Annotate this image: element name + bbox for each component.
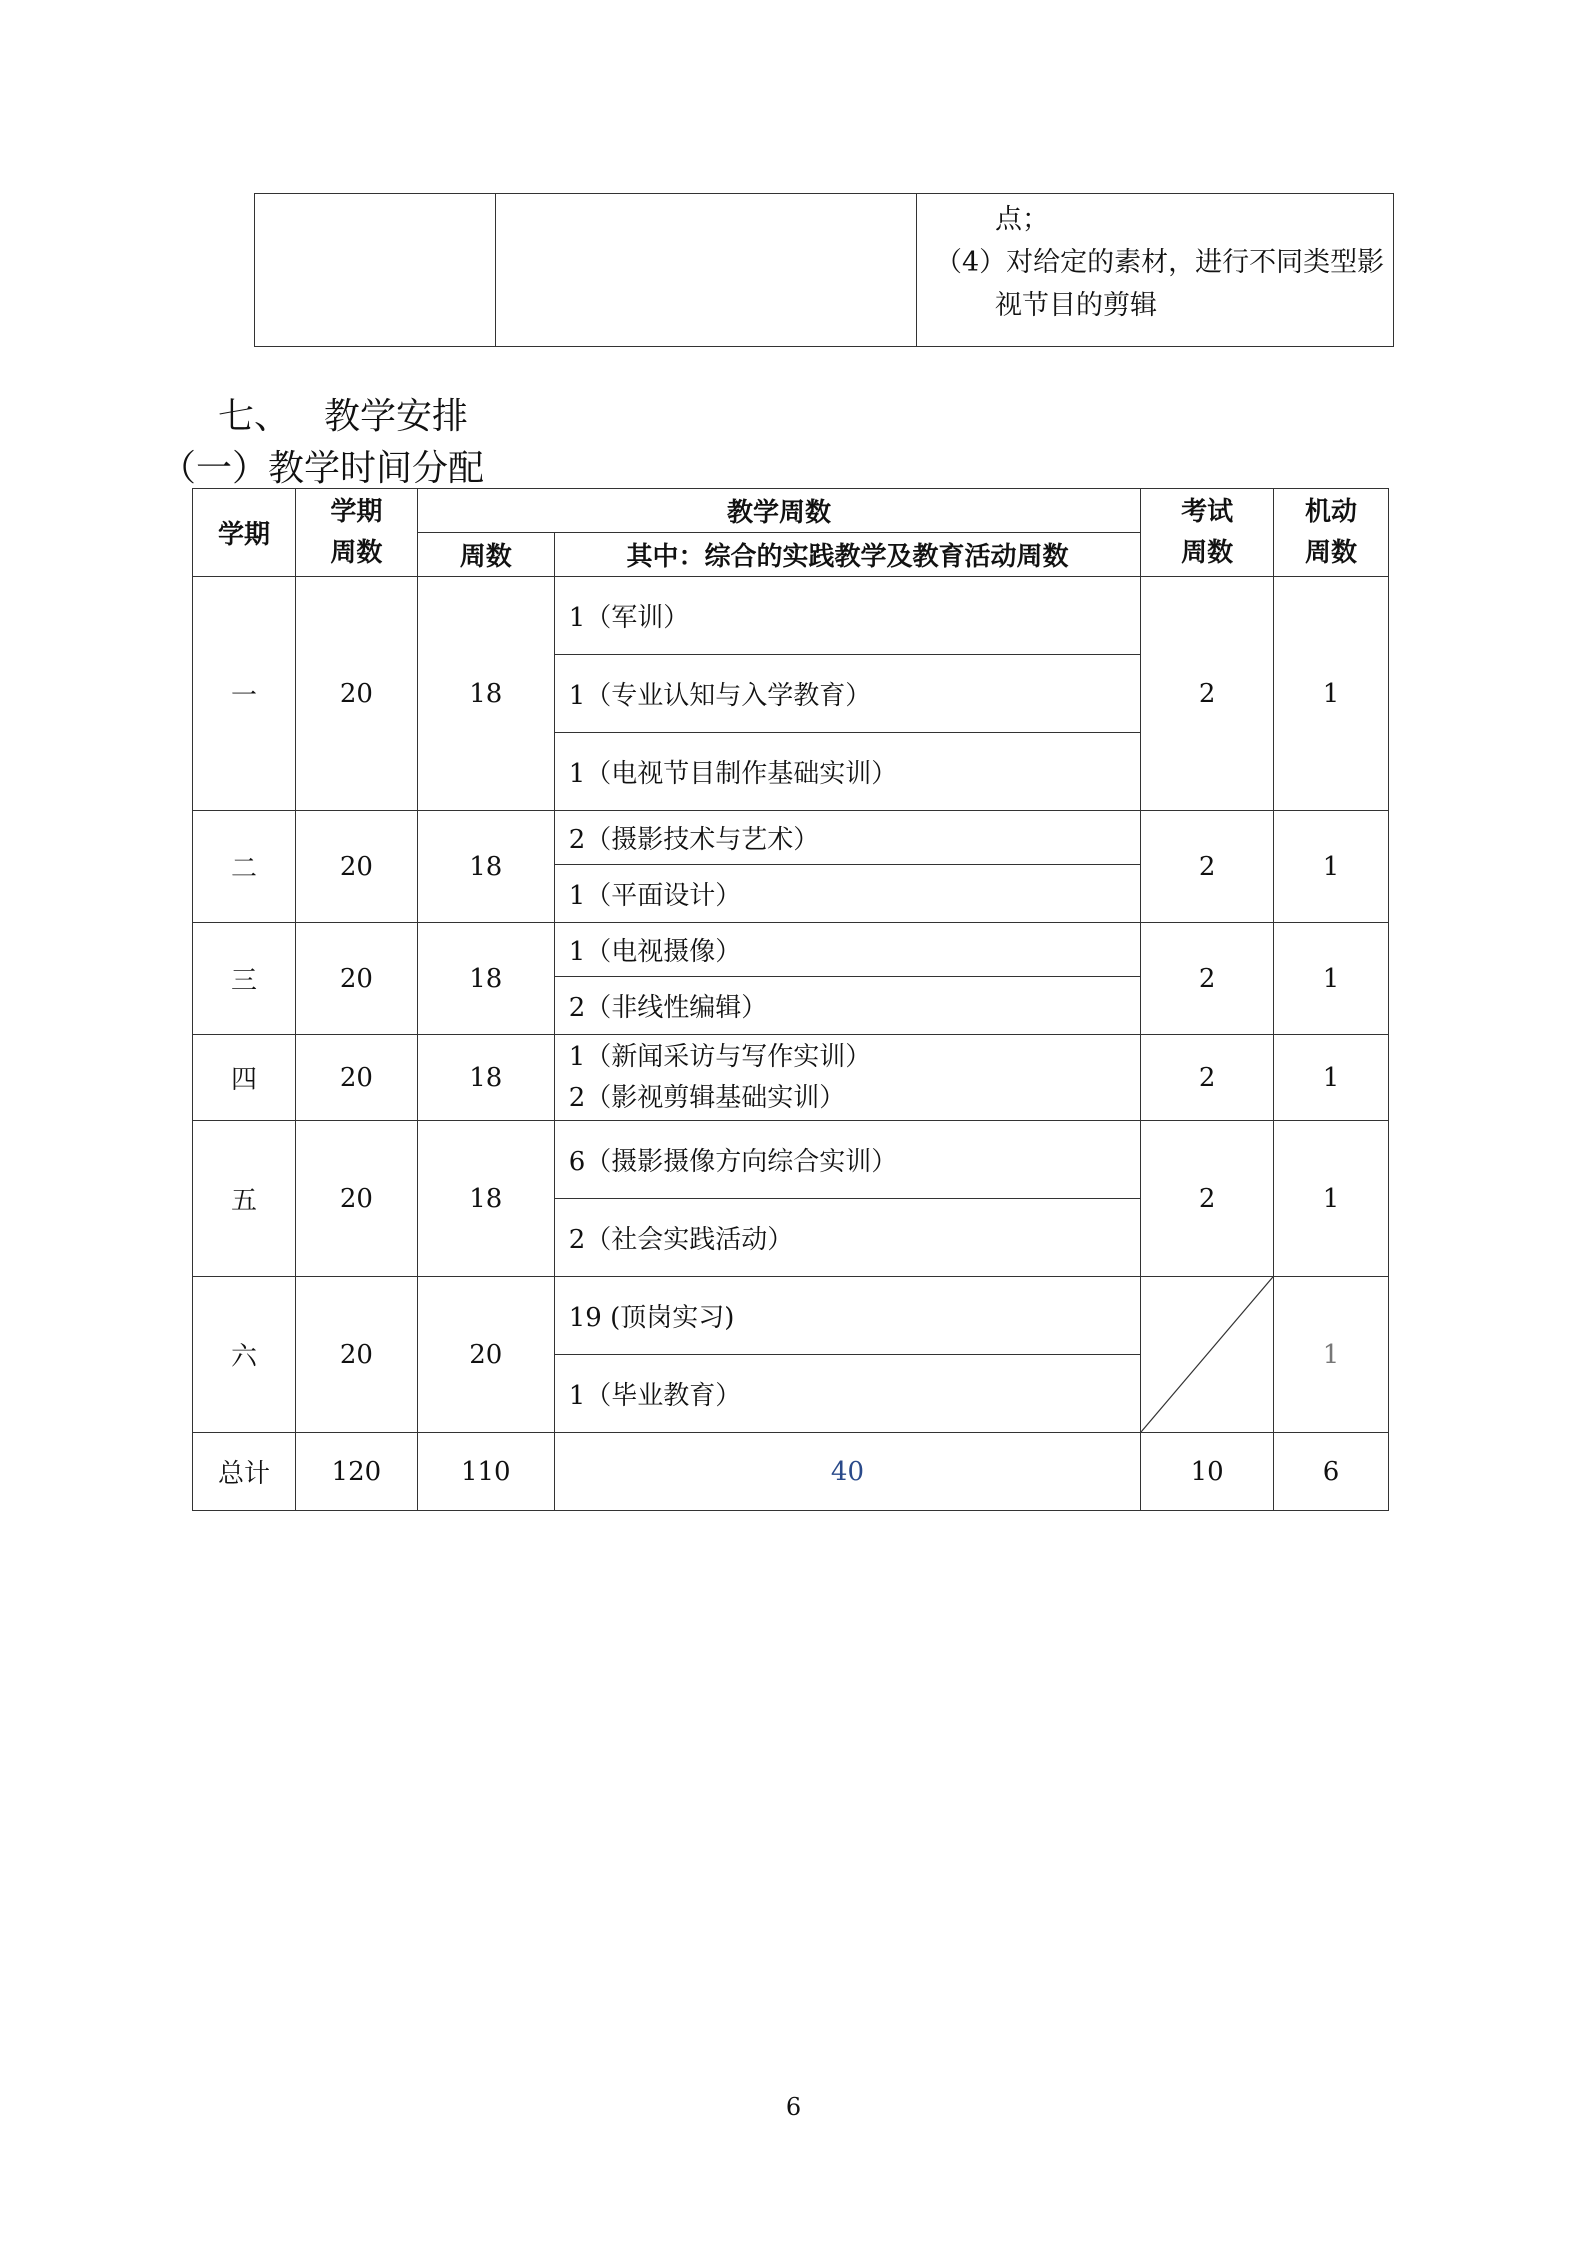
- total-semester-weeks: 120: [295, 1433, 417, 1511]
- prev-line-1: 点；: [995, 204, 1049, 235]
- semester-cell: 一: [193, 577, 296, 811]
- semester-weeks-cell: 20: [295, 923, 417, 1035]
- previous-table-continuation: [254, 193, 1394, 347]
- practice-cell: [554, 1035, 1140, 1121]
- semester-weeks-cell: 20: [295, 1277, 417, 1433]
- prev-table-cell-3: [917, 194, 1394, 347]
- semester-weeks-cell: 20: [295, 811, 417, 923]
- table-row: [193, 923, 1389, 977]
- exam-cell-empty-diagonal: [1141, 1277, 1274, 1433]
- total-label: 总计: [193, 1433, 296, 1511]
- total-flexible-weeks: 6: [1274, 1433, 1389, 1511]
- weeks-cell: 20: [417, 1277, 554, 1433]
- exam-cell: 2: [1141, 811, 1274, 923]
- flexible-cell: 1: [1274, 577, 1389, 811]
- total-weeks: 110: [417, 1433, 554, 1511]
- weeks-cell: 18: [417, 577, 554, 811]
- subsection-heading: （一）教学时间分配: [160, 448, 485, 489]
- total-exam-weeks: 10: [1141, 1433, 1274, 1511]
- practice-cell: 2（摄影技术与艺术）: [554, 811, 1140, 865]
- diagonal-line: [1141, 1277, 1273, 1432]
- practice-cell: 1（军训）: [554, 577, 1140, 655]
- practice-cell: 2（非线性编辑）: [554, 977, 1140, 1035]
- semester-weeks-cell: 20: [295, 577, 417, 811]
- flexible-cell: 1: [1274, 811, 1389, 923]
- section-number: 七、: [218, 396, 291, 437]
- section-heading: [218, 388, 502, 439]
- practice-cell: 6（摄影摄像方向综合实训）: [554, 1121, 1140, 1199]
- practice-cell: 2（社会实践活动）: [554, 1199, 1140, 1277]
- semester-weeks-cell: 20: [295, 1035, 417, 1121]
- semester-cell: 三: [193, 923, 296, 1035]
- flexible-cell: 1: [1274, 1121, 1389, 1277]
- header-semester: 学期: [193, 489, 296, 577]
- section-title: 教学安排: [324, 396, 469, 437]
- prev-table-cell-1: [255, 194, 496, 347]
- total-practice-weeks: 40: [554, 1433, 1140, 1511]
- exam-cell: 2: [1141, 1121, 1274, 1277]
- prev-table-cell-2: [496, 194, 917, 347]
- flexible-cell: 1: [1274, 923, 1389, 1035]
- practice-cell: 1（电视摄像）: [554, 923, 1140, 977]
- prev-line-2: （4）对给定的素材，进行不同类型影: [935, 247, 1385, 278]
- semester-cell: 五: [193, 1121, 296, 1277]
- teaching-schedule-table: [192, 488, 1389, 1511]
- practice-cell: 1（专业认知与入学教育）: [554, 655, 1140, 733]
- page-number: 6: [785, 2093, 802, 2121]
- header-practice-weeks: 其中：综合的实践教学及教育活动周数: [554, 533, 1140, 577]
- weeks-cell: 18: [417, 1035, 554, 1121]
- practice-cell: 1（毕业教育）: [554, 1355, 1140, 1433]
- practice-cell: 1（平面设计）: [554, 865, 1140, 923]
- exam-cell: 2: [1141, 923, 1274, 1035]
- semester-weeks-cell: 20: [295, 1121, 417, 1277]
- prev-line-3: 视节目的剪辑: [995, 290, 1157, 321]
- exam-cell: 2: [1141, 577, 1274, 811]
- header-weeks: 周数: [417, 533, 554, 577]
- table-row: [193, 577, 1389, 655]
- semester-cell: 四: [193, 1035, 296, 1121]
- header-flexible-weeks: 机动 周数: [1274, 489, 1389, 577]
- weeks-cell: 18: [417, 923, 554, 1035]
- practice-line: 2（影视剪辑基础实训）: [568, 1082, 846, 1113]
- flexible-cell: 1: [1274, 1277, 1389, 1433]
- table-row: [193, 811, 1389, 865]
- exam-cell: 2: [1141, 1035, 1274, 1121]
- weeks-cell: 18: [417, 811, 554, 923]
- table-row: [193, 1035, 1389, 1121]
- header-exam-weeks: 考试 周数: [1141, 489, 1274, 577]
- semester-cell: 二: [193, 811, 296, 923]
- practice-line: 1（新闻采访与写作实训）: [568, 1041, 872, 1072]
- header-teaching-weeks: 教学周数: [417, 489, 1140, 533]
- total-row: [193, 1433, 1389, 1511]
- flexible-cell: 1: [1274, 1035, 1389, 1121]
- practice-cell: 19 (顶岗实习): [554, 1277, 1140, 1355]
- table-row: [193, 1277, 1389, 1355]
- semester-cell: 六: [193, 1277, 296, 1433]
- table-row: [193, 1121, 1389, 1199]
- header-semester-weeks: 学期 周数: [295, 489, 417, 577]
- practice-cell: 1（电视节目制作基础实训）: [554, 733, 1140, 811]
- weeks-cell: 18: [417, 1121, 554, 1277]
